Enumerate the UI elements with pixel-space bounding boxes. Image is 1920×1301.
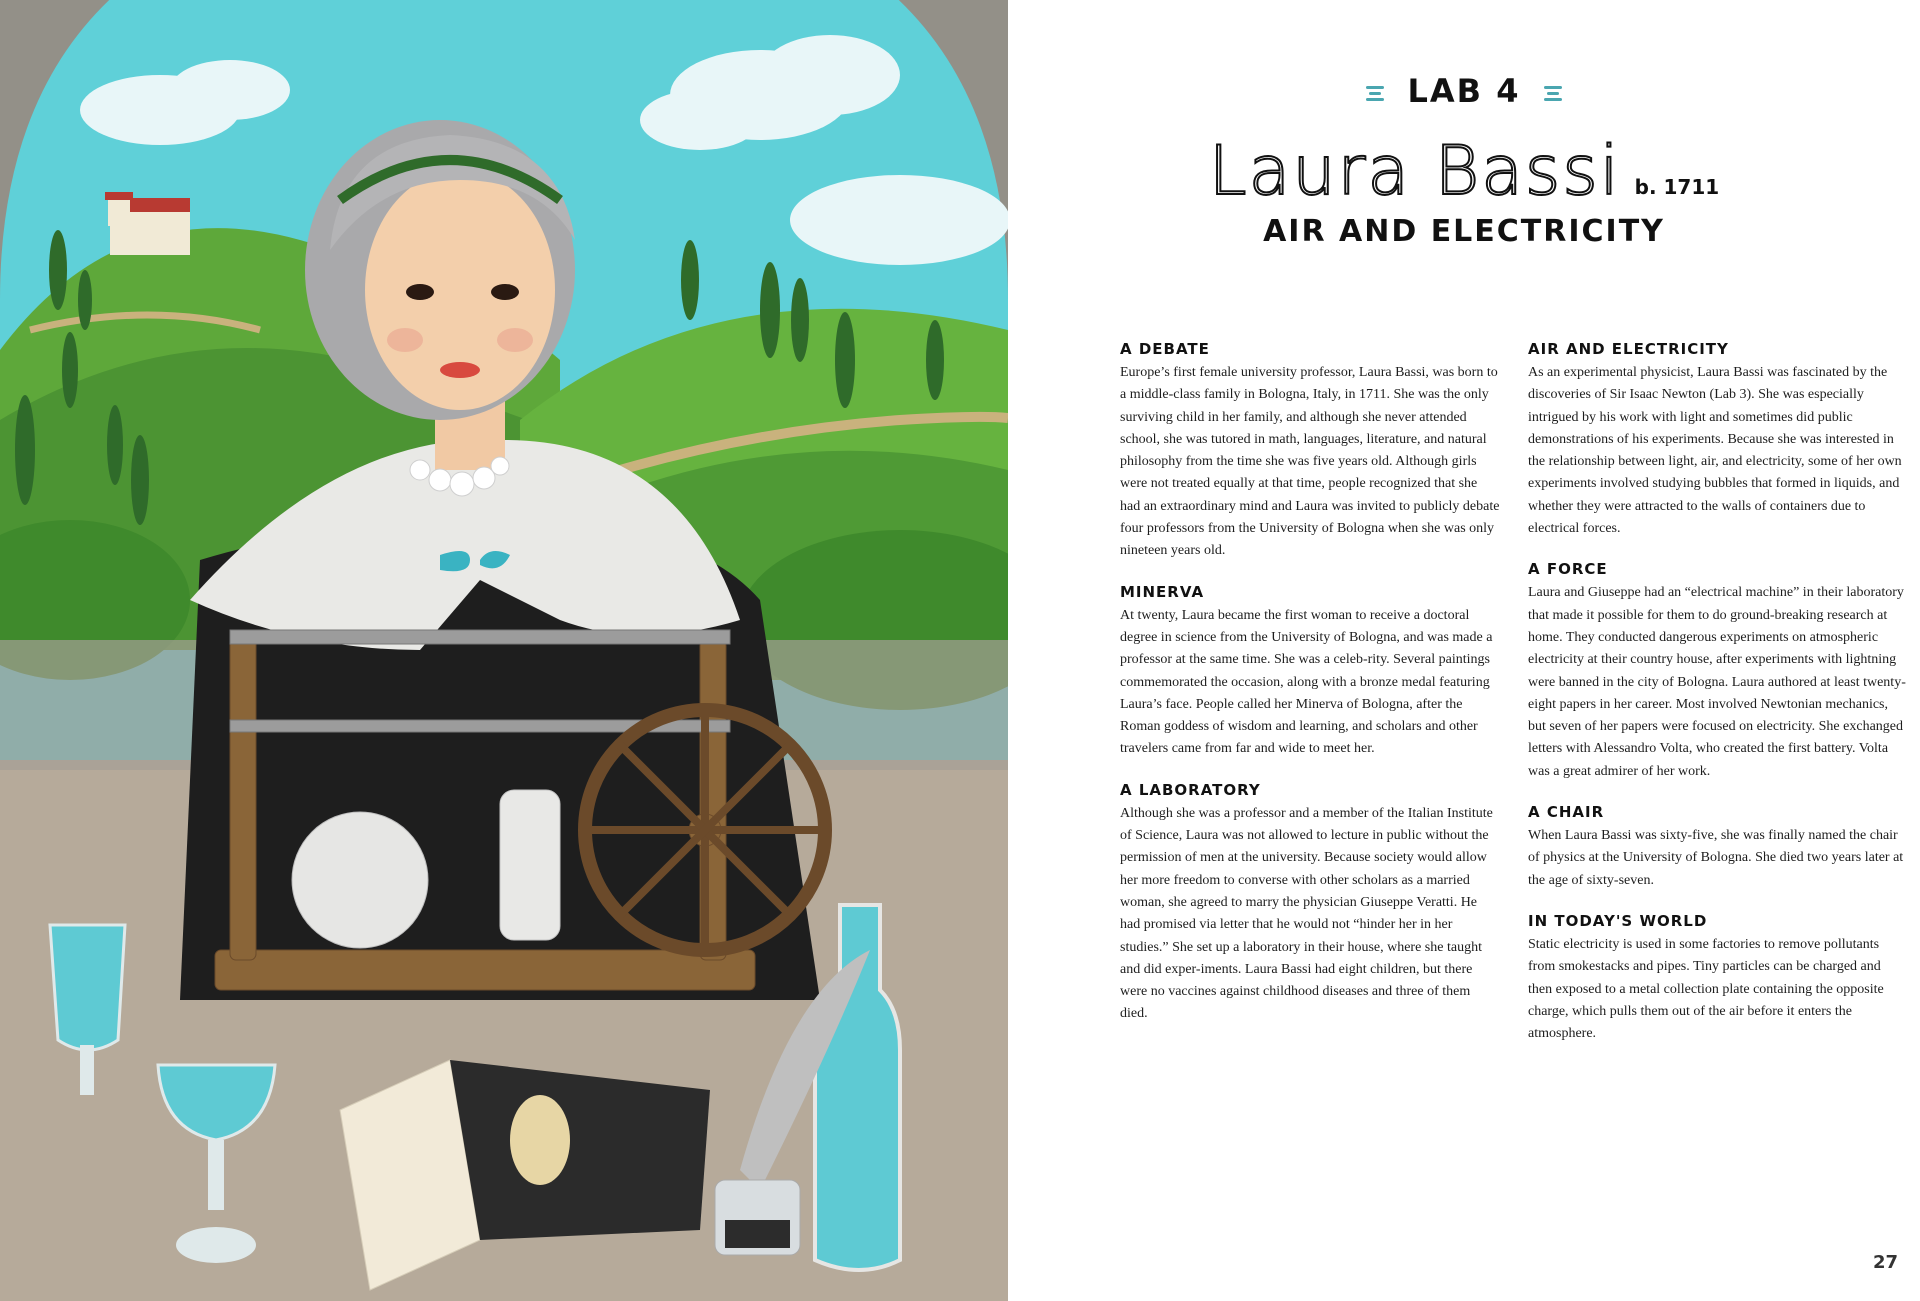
- villa: [105, 192, 190, 255]
- section-heading: A DEBATE: [1120, 340, 1210, 358]
- title-block: [1008, 132, 1920, 211]
- section-body: Static electricity is used in some factories to remove pollutants from smokestacks and pipes. Tiny particles can be charged and then exposed to a metal collection plate containing the opposite charge, which pulls them out of the air before it enters the atmosphere.: [1528, 936, 1884, 1042]
- dash-decoration-left: [1366, 83, 1384, 104]
- section-heading: IN TODAY'S WORLD: [1528, 911, 1708, 930]
- section-heading: AIR AND ELECTRICITY: [1528, 340, 1729, 358]
- section-a-chair: [1528, 801, 1908, 892]
- section-heading: A FORCE: [1528, 560, 1608, 579]
- section-a-debate: [1120, 338, 1500, 563]
- right-column: [1528, 338, 1908, 1063]
- dash-decoration-right: [1544, 83, 1562, 104]
- section-body: At twenty, Laura became the first woman to receive a doctoral degree in science from the University of Bologna, and was made a professor at the same time. She was a celeb-rity. Several paintings commemorated the occasion, along with a bronze medal featuring Laura’s face. People called her Minerva of Bologna, after the Roman goddess of wisdom and learning, and scholars and other travelers came from far and wide to meet her.: [1120, 607, 1493, 757]
- lab-label: [1008, 72, 1920, 110]
- section-body: Europe’s first female university professor, Laura Bassi, was born to a middle-class family in Bologna, Italy, in 1711. She was the only surviving child in her family, and although she never attended school, she was tutored in math, languages, literature, and natural philosophy from the time she was five years old. Although girls were not treated equally at that time, people recognized that she had an extraordinary mind and Laura was invited to publicly debate four professors from the University of Bologna when she was only nineteen years old.: [1120, 365, 1500, 559]
- section-body: As an experimental physicist, Laura Bassi was fascinated by the discoveries of Sir Isaac Newton (Lab 3). She was especially intrigued by his work with light and sometimes did public demonstrations of his experiments. Because she was interested in the relationship between light, air, and electricity, some of her own experiments involved studying bubbles that formed in liquids, and whether they were attracted to the walls of containers due to electrical forces.: [1528, 365, 1902, 537]
- section-a-laboratory: [1120, 779, 1500, 1026]
- section-heading: A CHAIR: [1528, 803, 1605, 822]
- section-heading: MINERVA: [1120, 582, 1205, 601]
- glass-globe: [292, 812, 428, 948]
- section-in-todays-world: [1528, 910, 1908, 1045]
- section-a-force: [1528, 558, 1908, 783]
- birth-year: b. 1711: [1634, 175, 1720, 199]
- section-body: Laura and Giuseppe had an “electrical machine” in their laboratory that made it possible for them to do ground-breaking research at home. They conducted dangerous experiments on atmospheric electricity at their country house, after experiments with lightning were banned in the city of Bologna. Laura authored at least twenty-eight papers in her career. Most involved Newtonian mechanics, but seven of her papers were focused on electricity. She exchanged letters with Alessandro Volta, who created the first battery. Volta was a great admirer of her work.: [1528, 585, 1906, 779]
- page-number: 27: [1872, 1252, 1898, 1273]
- scientist-name: Laura Bassi: [1208, 132, 1621, 211]
- lab-number: LAB 4: [1407, 72, 1521, 110]
- section-heading: A LABORATORY: [1120, 780, 1261, 799]
- section-body: Although she was a professor and a member of the Italian Institute of Science, Laura was not allowed to lecture in public without the permission of men at the university. Because society would allow her more freedom to converse with other scholars as a married woman, she agreed to marry the physician Giuseppe Veratti. He had promised via letter that he would not “hinder her in her studies.” She set up a laboratory in their house, where she taught and did exper-iments. Laura Bassi had eight children, but there were no vaccines against childhood diseases and three of them died.: [1120, 805, 1493, 1022]
- subtitle: AIR AND ELECTRICITY: [1263, 214, 1665, 249]
- section-air-and-electricity: [1528, 338, 1908, 540]
- left-column: [1120, 338, 1500, 1044]
- section-minerva: [1120, 581, 1500, 761]
- section-body: When Laura Bassi was sixty-five, she was finally named the chair of physics at the University of Bologna. She died two years later at the age of sixty-seven.: [1528, 828, 1904, 888]
- text-page: [1008, 0, 1920, 1301]
